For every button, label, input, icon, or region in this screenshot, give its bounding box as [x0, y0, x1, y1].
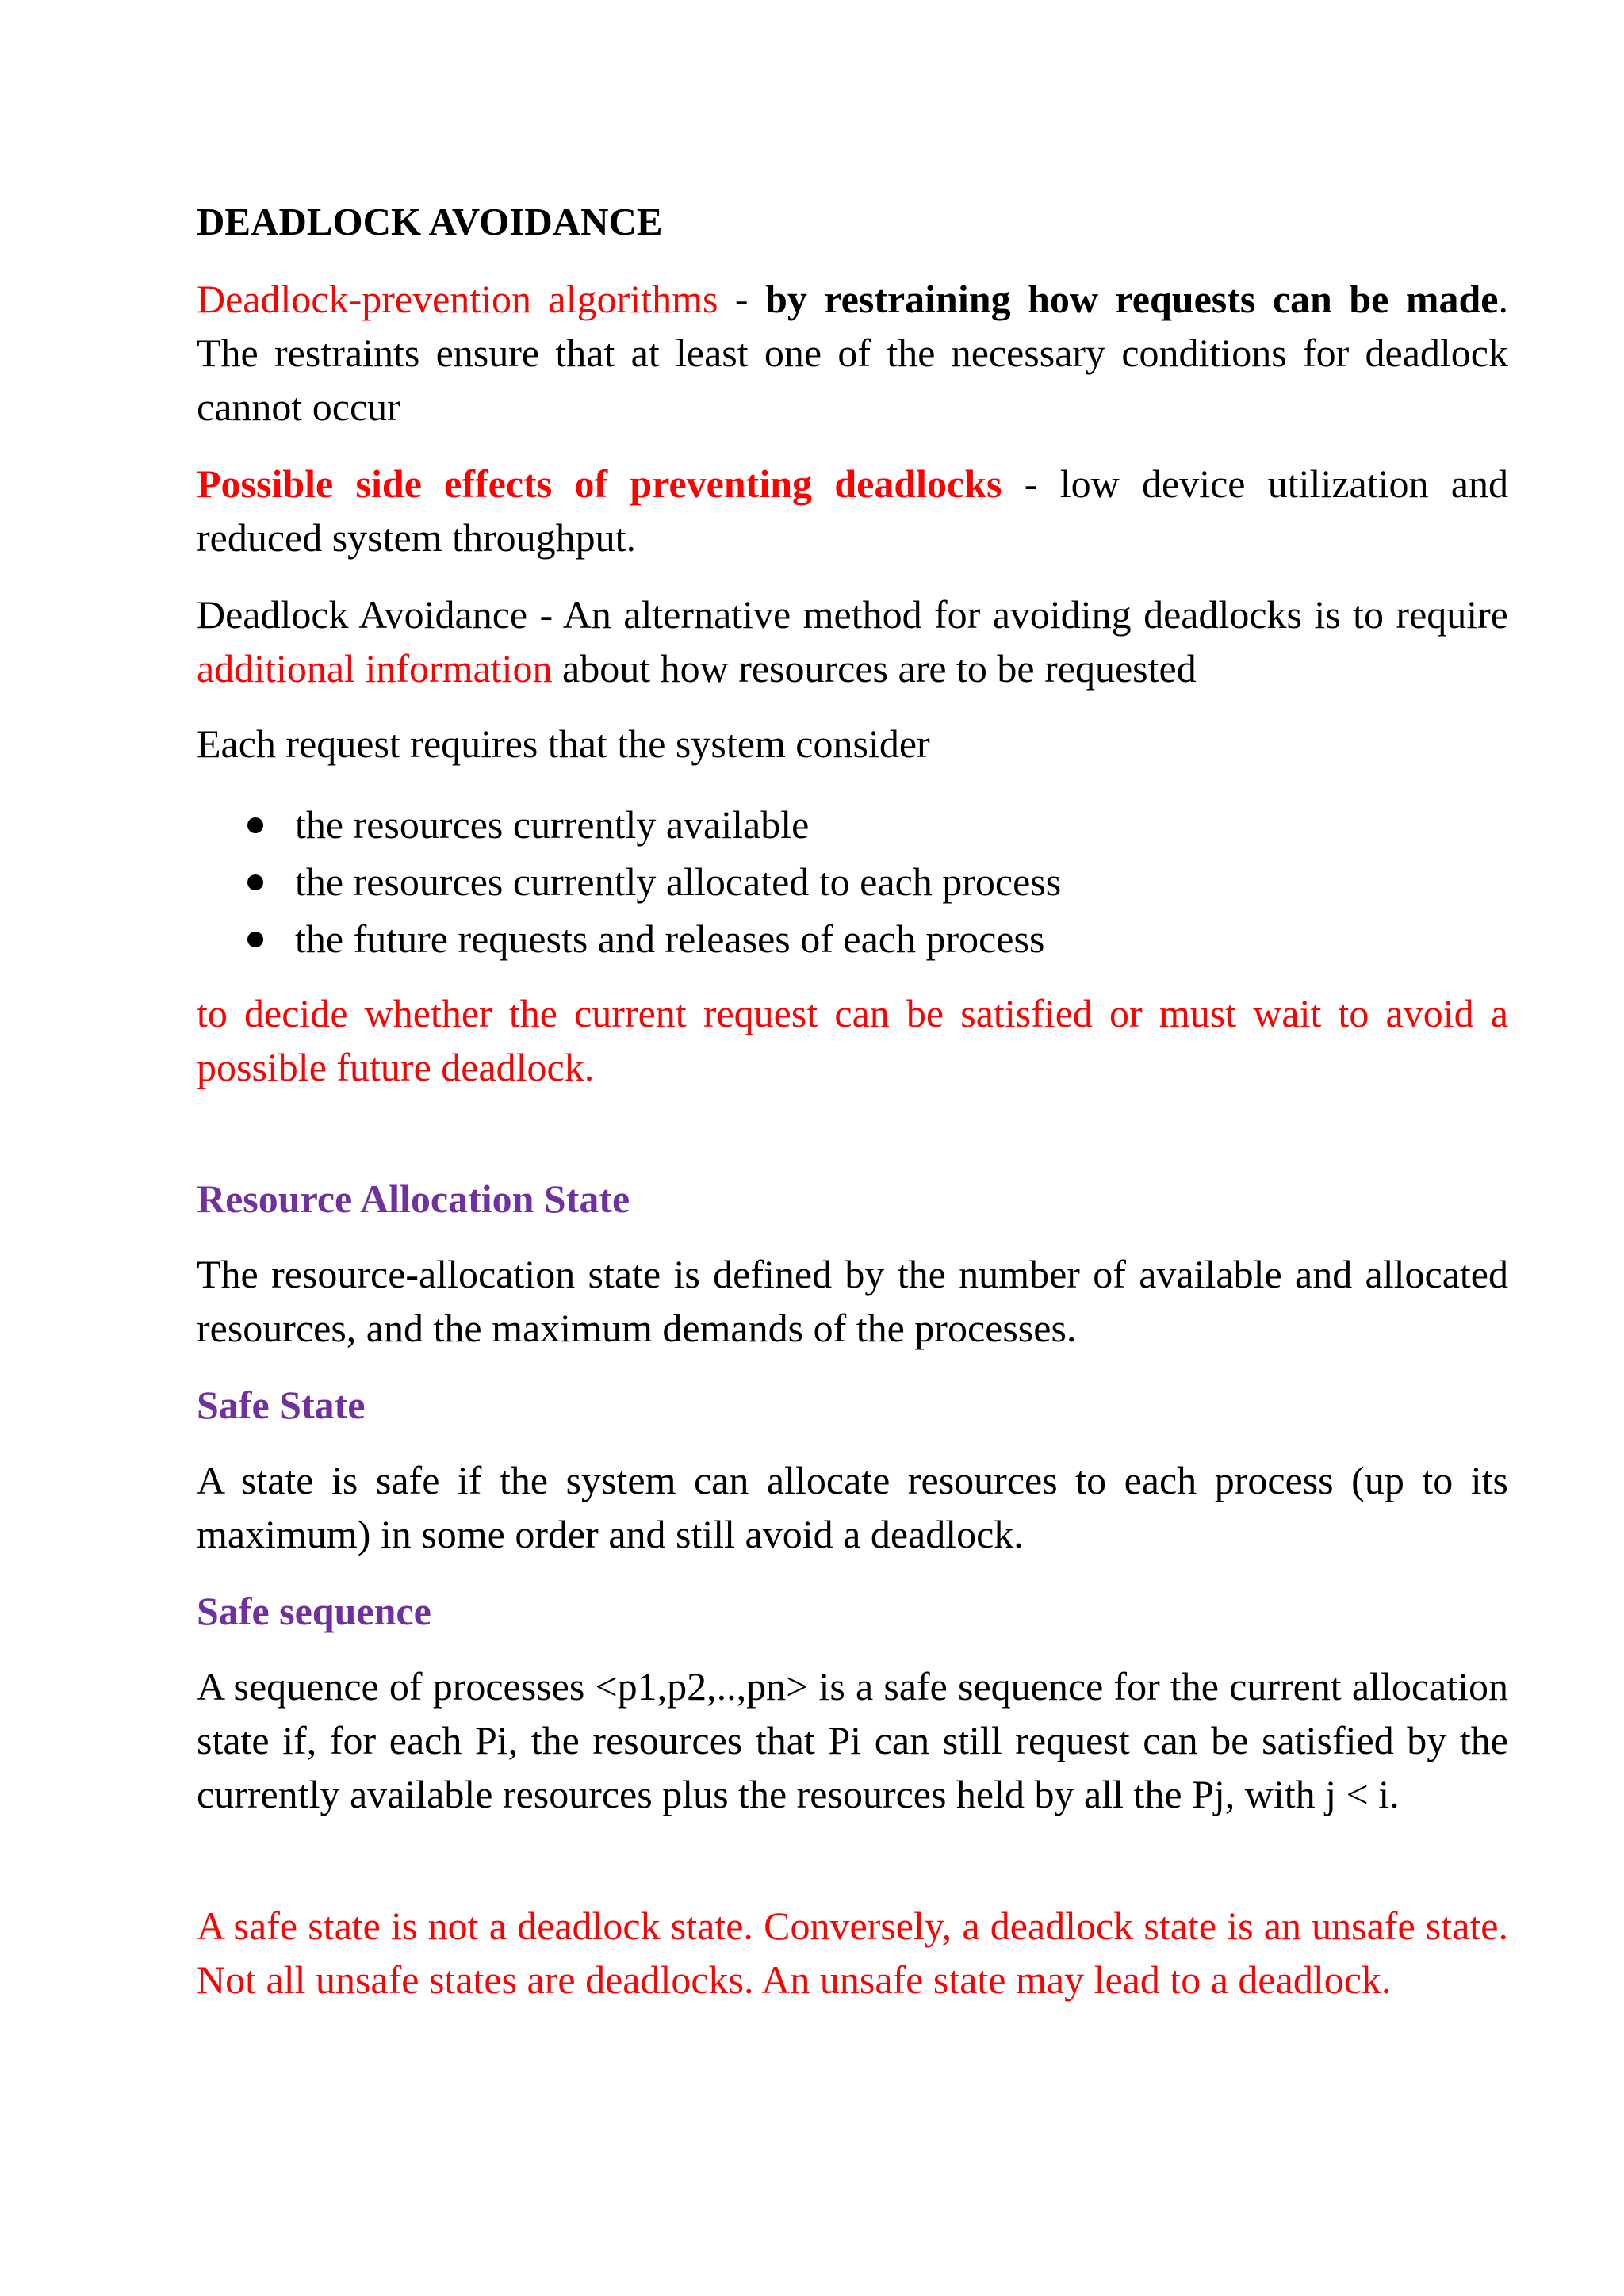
- list-item: the resources currently available: [197, 796, 1508, 853]
- bullet-icon: [247, 817, 263, 833]
- avoidance-before: Deadlock Avoidance - An alternative method for avoiding deadlocks is to require: [197, 592, 1508, 637]
- paragraph-decide: to decide whether the current request can be satisfied or must wait to avoid a possible future deadlock.: [197, 991, 1508, 1089]
- prevention-dash: -: [718, 277, 766, 321]
- page-title: DEADLOCK AVOIDANCE: [197, 200, 663, 243]
- paragraph-closing: A safe state is not a deadlock state. Conversely, a deadlock state is an unsafe state. Not all unsafe states are deadlocks. An unsafe state may lead to a deadlock.: [197, 1904, 1508, 2002]
- prevention-term: Deadlock-prevention algorithms: [197, 277, 718, 321]
- paragraph-prevention: [197, 272, 1508, 434]
- bullet-icon: [247, 932, 263, 947]
- avoidance-highlight: additional information: [197, 646, 553, 691]
- avoidance-after: about how resources are to be requested: [552, 646, 1197, 691]
- list-item: the resources currently allocated to each process: [197, 853, 1508, 910]
- heading-safe-sequence: Safe sequence: [197, 1589, 431, 1633]
- paragraph-safe-state: A state is safe if the system can allocate resources to each process (up to its maximum) in some order and still avoid a deadlock.: [197, 1458, 1508, 1556]
- list-item: the future requests and releases of each process: [197, 910, 1508, 967]
- paragraph-side-effects: [197, 457, 1508, 564]
- paragraph-safe-sequence: A sequence of processes <p1,p2,..,pn> is a safe sequence for the current allocation state if, for each Pi, the resources that Pi can still request can be satisfied by the currently available resources plus the resources held by all the Pj, with j < i.: [197, 1664, 1508, 1816]
- paragraph-avoidance: [197, 587, 1508, 695]
- prevention-rest: . The restraints ensure that at least one of the necessary conditions for deadlock cannot occur: [197, 277, 1508, 429]
- paragraph-resource-allocation: The resource-allocation state is defined by the number of available and allocated resources, and the maximum demands of the processes.: [197, 1252, 1508, 1350]
- heading-safe-state: Safe State: [197, 1383, 366, 1427]
- prevention-bold: by restraining how requests can be made: [765, 277, 1499, 321]
- side-effects-rest: - low device utilization and reduced system throughput.: [197, 461, 1508, 560]
- consideration-list: [197, 796, 1508, 967]
- heading-resource-allocation-state: Resource Allocation State: [197, 1177, 630, 1221]
- paragraph-each-request: Each request requires that the system consider: [197, 721, 930, 766]
- bullet-icon: [247, 874, 263, 890]
- side-effects-term: Possible side effects of preventing deadlocks: [197, 461, 1002, 506]
